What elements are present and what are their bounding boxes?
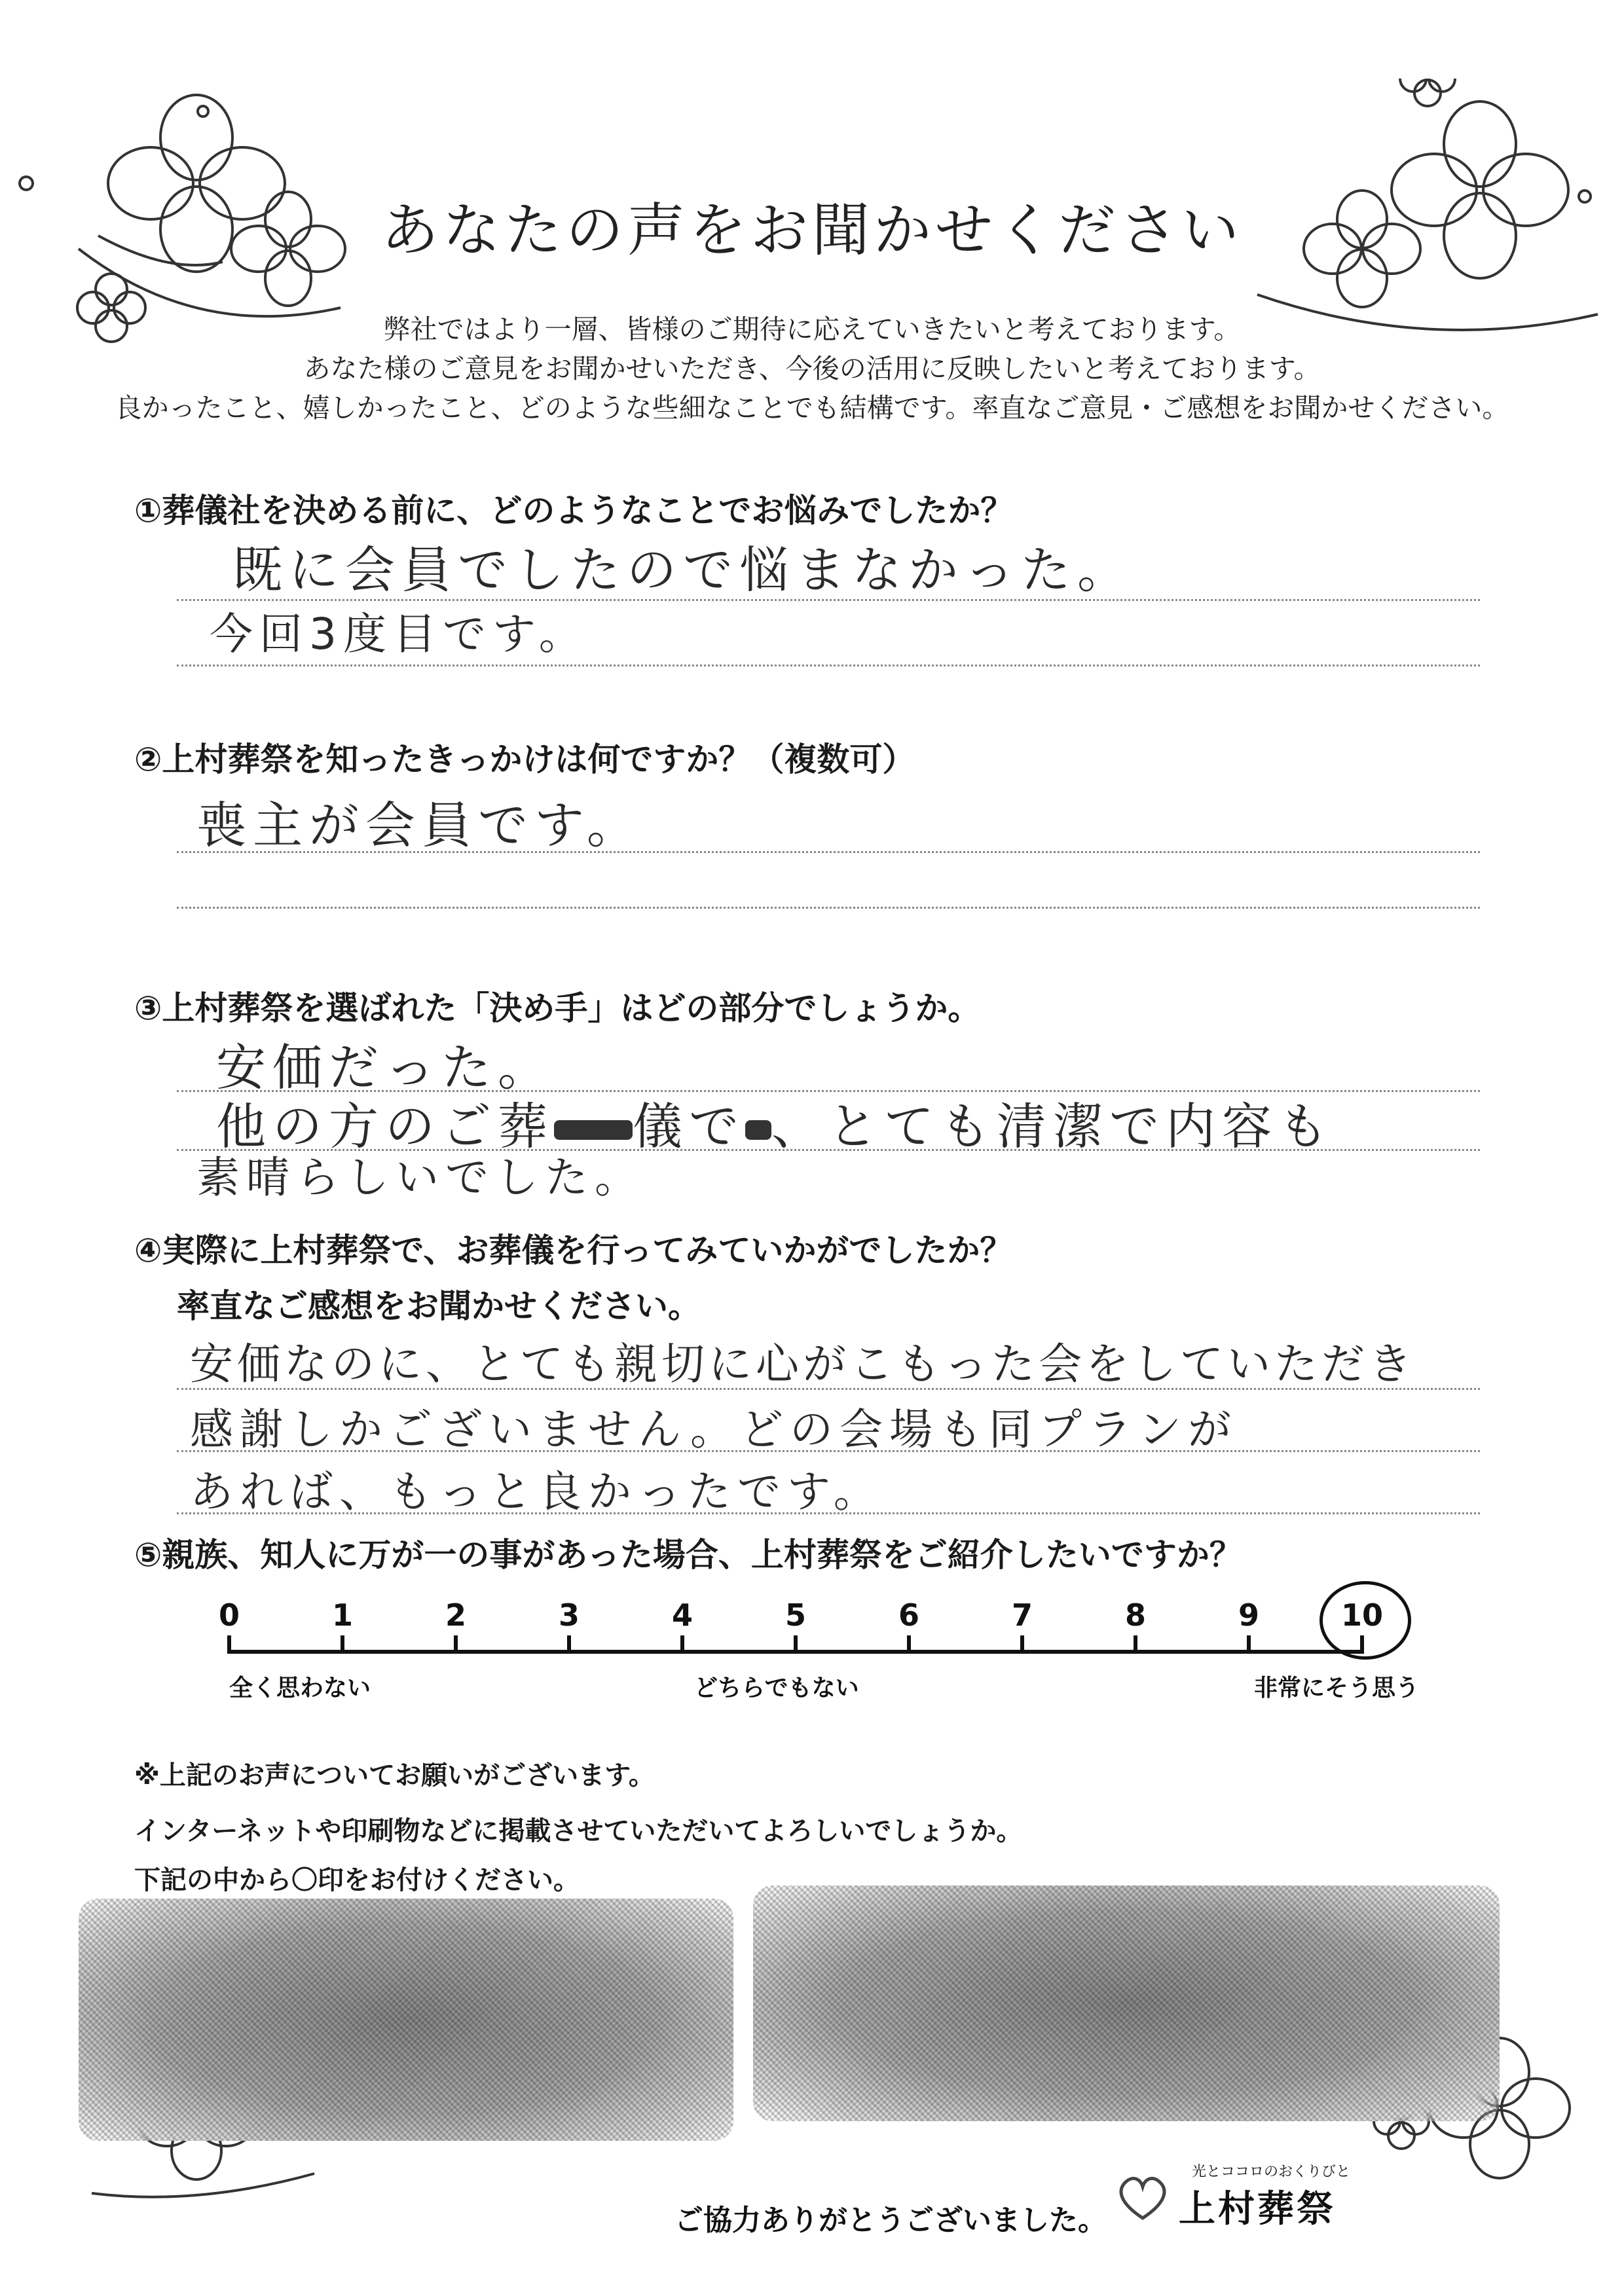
scale-number-3[interactable]: 3 bbox=[558, 1597, 580, 1633]
intro-line-2: あなた様のご意見をお聞かせいただき、今後の活用に反映したいと考えております。 bbox=[303, 353, 1321, 384]
question-1-label: ①葬儀社を決める前に、どのようなことでお悩みでしたか？ bbox=[134, 492, 1014, 530]
question-1-answer-line-2: 今回3度目です。 bbox=[210, 609, 589, 659]
scribble-mark bbox=[554, 1120, 633, 1140]
answer-rule bbox=[177, 1388, 1480, 1390]
answer-rule bbox=[177, 851, 1480, 853]
scale-tick bbox=[680, 1635, 684, 1654]
intro-line-3: 良かったこと、嬉しかったこと、どのような些細なことでも結構です。率直なご意見・ご感想をお聞かせください。 bbox=[115, 392, 1509, 424]
question-1-answer-line-1: 既に会員でしたので悩まなかった。 bbox=[232, 541, 1134, 599]
footer-thanks: ご協力ありがとうございました。 bbox=[674, 2204, 1107, 2237]
scale-tick bbox=[1134, 1635, 1137, 1654]
scale-tick bbox=[1020, 1635, 1024, 1654]
question-3-answer-part-c: 、とても清潔で内容も bbox=[771, 1097, 1335, 1156]
question-4-answer-line-1: 安価なのに、とても親切に心がこもった会をしていただき bbox=[190, 1339, 1416, 1389]
question-3-label: ③上村葬祭を選ばれた「決め手」はどの部分でしょうか。 bbox=[134, 989, 981, 1027]
question-3-answer-line-1: 安価だった。 bbox=[216, 1038, 554, 1097]
question-4-sublabel: 率直なご感想をお聞かせください。 bbox=[177, 1287, 701, 1325]
answer-rule bbox=[177, 907, 1480, 909]
question-3-answer-part-b: 儀で bbox=[633, 1097, 745, 1156]
redacted-area-right bbox=[753, 1886, 1500, 2121]
question-4-answer-line-3: あれば、もっと良かったです。 bbox=[190, 1467, 883, 1517]
brand-tagline: 光とココロのおくりびと bbox=[1192, 2164, 1351, 2180]
scale-tick bbox=[1247, 1635, 1251, 1654]
note-line-1: ※上記のお声についてお願いがございます。 bbox=[134, 1760, 655, 1791]
answer-rule bbox=[177, 1512, 1480, 1514]
scale-number-10[interactable]: 10 bbox=[1340, 1597, 1383, 1633]
question-2-label: ②上村葬祭を知ったきっかけは何ですか？（複数可） bbox=[134, 740, 915, 778]
redacted-area-left bbox=[79, 1899, 733, 2141]
brand-name: 上村葬祭 bbox=[1179, 2188, 1336, 2231]
scale-label-mid: どちらでもない bbox=[694, 1675, 859, 1702]
scale-number-4[interactable]: 4 bbox=[671, 1597, 693, 1633]
heart-logo-icon bbox=[1113, 2167, 1172, 2226]
scale-number-1[interactable]: 1 bbox=[331, 1597, 353, 1633]
scale-number-8[interactable]: 8 bbox=[1124, 1597, 1146, 1633]
answer-rule bbox=[177, 1450, 1480, 1452]
scale-number-2[interactable]: 2 bbox=[445, 1597, 466, 1633]
scale-number-0[interactable]: 0 bbox=[218, 1597, 240, 1633]
scale-number-6[interactable]: 6 bbox=[898, 1597, 919, 1633]
answer-rule bbox=[177, 665, 1480, 666]
scale-tick bbox=[794, 1635, 798, 1654]
selected-rating-circle bbox=[1320, 1581, 1411, 1660]
scribble-mark bbox=[745, 1120, 771, 1140]
form-title: あなたの声をお聞かせください bbox=[380, 196, 1243, 264]
scale-number-9[interactable]: 9 bbox=[1238, 1597, 1259, 1633]
scale-number-5[interactable]: 5 bbox=[784, 1597, 806, 1633]
question-3-answer-line-3: 素晴らしいでした。 bbox=[196, 1152, 644, 1203]
question-4-label: ④実際に上村葬祭で、お葬儀を行ってみていかがでしたか？ bbox=[134, 1231, 1013, 1269]
scale-tick bbox=[227, 1635, 231, 1654]
note-line-2: インターネットや印刷物などに掲載させていただいてよろしいでしょうか。 bbox=[134, 1816, 1023, 1846]
scale-label-high: 非常にそう思う bbox=[1254, 1675, 1420, 1702]
question-5-label: ⑤親族、知人に万が一の事があった場合、上村葬祭をご紹介したいですか？ bbox=[134, 1536, 1242, 1574]
note-line-3: 下記の中から〇印をお付けください。 bbox=[134, 1865, 580, 1895]
scale-tick bbox=[907, 1635, 911, 1654]
scale-tick bbox=[341, 1635, 344, 1654]
scale-label-low: 全く思わない bbox=[229, 1675, 371, 1702]
intro-line-1: 弊社ではより一層、皆様のご期待に応えていきたいと考えております。 bbox=[383, 314, 1241, 345]
question-3-answer-part-a: 他の方のご葬 bbox=[216, 1097, 554, 1156]
question-4-answer-line-2: 感謝しかございません。どの会場も同プランが bbox=[190, 1404, 1238, 1455]
scale-number-7[interactable]: 7 bbox=[1011, 1597, 1033, 1633]
question-2-answer-line-1: 喪主が会員です。 bbox=[196, 796, 643, 854]
scale-tick bbox=[567, 1635, 571, 1654]
scale-tick bbox=[454, 1635, 458, 1654]
